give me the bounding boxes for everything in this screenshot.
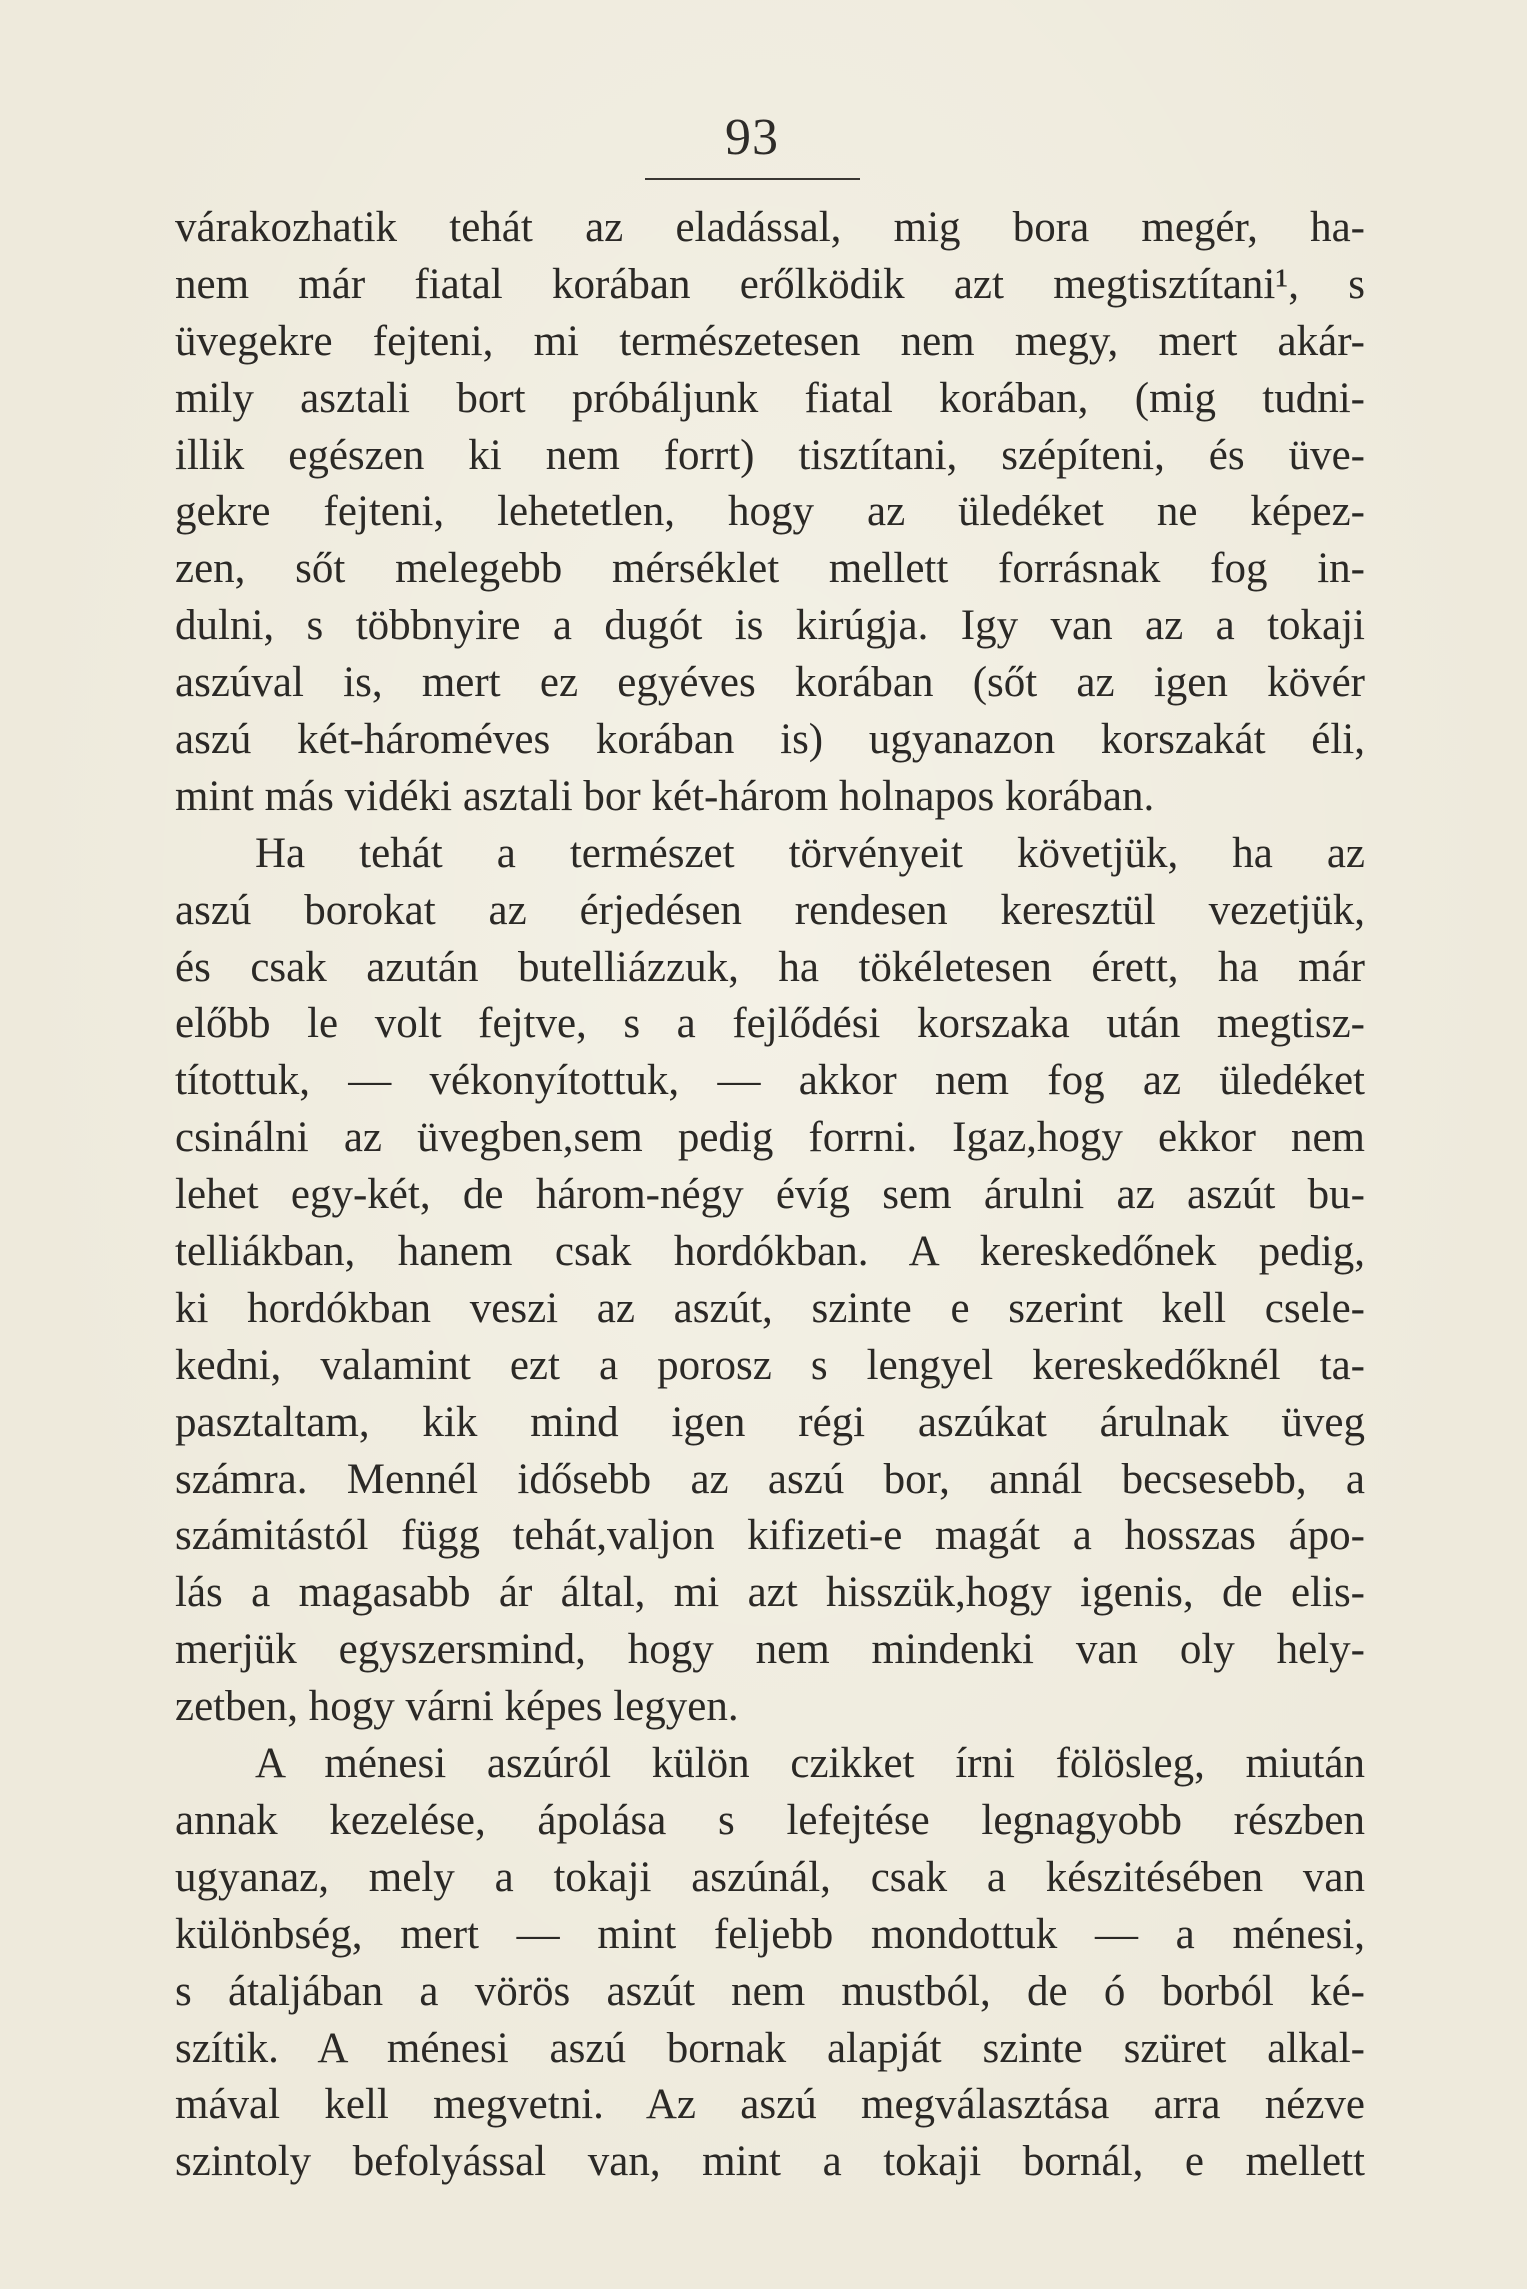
text-line: lehet egy-két, de három-négy évíg sem árulni az aszút bu- [175,1171,1365,1219]
text-line: telliákban, hanem csak hordókban. A kereskedőnek pedig, [175,1228,1365,1276]
text-line: és csak azután butelliázzuk, ha tökéletesen érett, ha már [175,943,1365,991]
text-line: dulni, s többnyire a dugót is kirúgja. Igy van az a tokaji [175,602,1365,650]
text-line: ugyanaz, mely a tokaji aszúnál, csak a készitésében van [175,1853,1365,1901]
page-number: 93 [725,109,779,166]
text-line: gekre fejteni, lehetetlen, hogy az üledéket ne képez- [175,488,1365,536]
header-rule [645,178,860,180]
text-line: üvegekre fejteni, mi természetesen nem megy, mert akár- [175,317,1365,365]
text-line: számitástól függ tehát,valjon kifizeti-e magát a hosszas ápo- [175,1512,1365,1560]
text-line: A ménesi aszúról külön czikket írni fölösleg, miután [255,1740,1365,1788]
text-line: szintoly befolyással van, mint a tokaji bornál, e mellett [175,2138,1365,2186]
text-line: mint más vidéki asztali bor két-három holnapos korában. [175,772,1155,820]
text-line: zetben, hogy várni képes legyen. [175,1683,739,1731]
text-line: különbség, mert — mint feljebb mondottuk — a ménesi, [175,1910,1365,1958]
text-line: számra. Mennél idősebb az aszú bor, annál becsesebb, a [175,1455,1365,1503]
text-line: títottuk, — vékonyítottuk, — akkor nem fog az üledéket [175,1057,1365,1105]
text-line: ki hordókban veszi az aszút, szinte e szerint kell csele- [175,1284,1365,1332]
text-line: illik egészen ki nem forrt) tisztítani, szépíteni, és üve- [175,431,1365,479]
text-line: Ha tehát a természet törvényeit követjük, ha az [255,829,1365,877]
text-line: előbb le volt fejtve, s a fejlődési korszaka után megtisz- [175,1000,1365,1048]
text-line: mával kell megvetni. Az aszú megválasztása arra nézve [175,2081,1365,2129]
text-line: aszú két-hároméves korában is) ugyanazon korszakát éli, [175,716,1365,764]
text-line: annak kezelése, ápolása s lefejtése legnagyobb részben [175,1796,1365,1844]
text-line: szítik. A ménesi aszú bornak alapját szinte szüret alkal- [175,2024,1365,2072]
text-line: nem már fiatal korában erőlködik azt megtisztítani¹, s [175,260,1365,308]
text-line: s átaljában a vörös aszút nem mustból, de ó borból ké- [175,1967,1365,2015]
text-line: aszúval is, mert ez egyéves korában (sőt az igen kövér [175,659,1365,707]
text-line: pasztaltam, kik mind igen régi aszúkat árulnak üveg [175,1398,1365,1446]
text-line: mily asztali bort próbáljunk fiatal korában, (mig tudni- [175,374,1365,422]
text-line: várakozhatik tehát az eladással, mig bora megér, ha- [175,204,1365,251]
text-line: lás a magasabb ár által, mi azt hisszük,hogy igenis, de elis- [175,1569,1365,1617]
text-line: zen, sőt melegebb mérséklet mellett forrásnak fog in- [175,545,1365,593]
body-text [175,200,1365,2191]
text-line: csinálni az üvegben,sem pedig forrni. Igaz,hogy ekkor nem [175,1114,1365,1162]
text-line: kedni, valamint ezt a porosz s lengyel kereskedőknél ta- [175,1341,1365,1389]
text-line: merjük egyszersmind, hogy nem mindenki van oly hely- [175,1626,1365,1674]
text-line: aszú borokat az érjedésen rendesen keresztül vezetjük, [175,886,1365,934]
